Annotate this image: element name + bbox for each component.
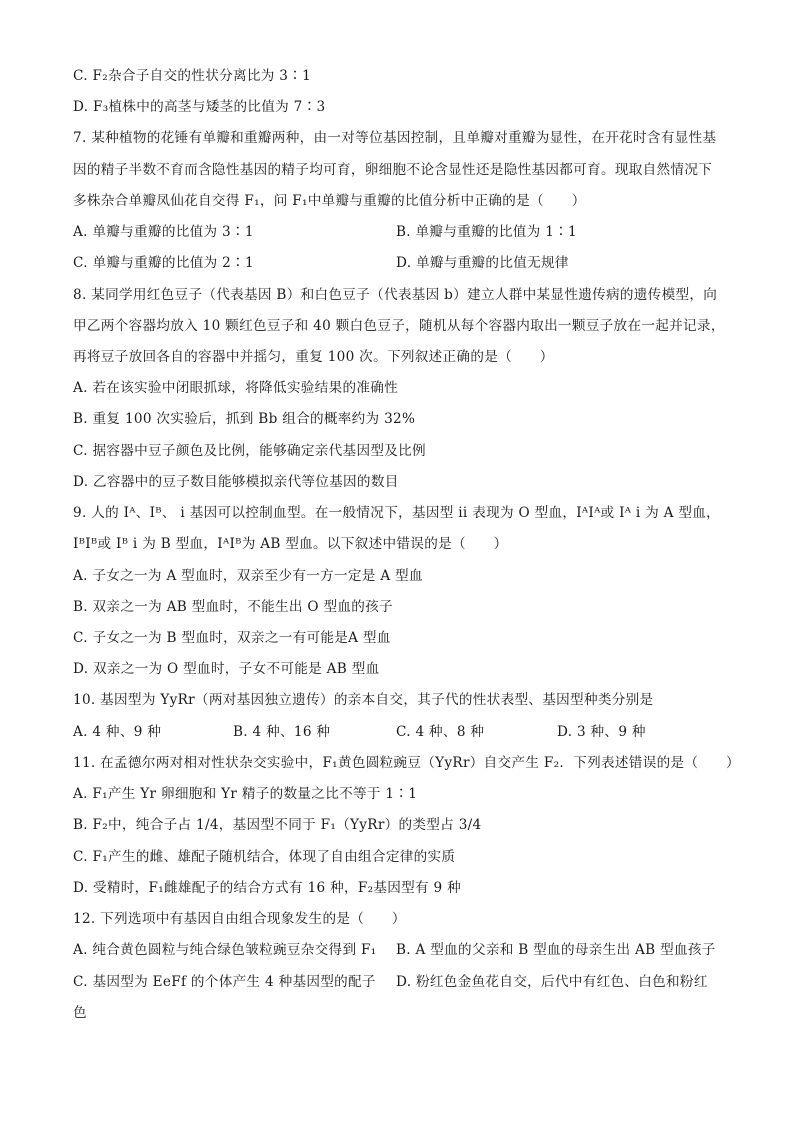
q8-option-c: C. 据容器中豆子颜色及比例，能够确定亲代基因型及比例 — [73, 443, 426, 459]
q11-option-a: A. F₁产生 Yr 卵细胞和 Yr 精子的数量之比不等于 1∶1 — [73, 786, 418, 802]
q8-option-d: D. 乙容器中的豆子数目能够模拟亲代等位基因的数目 — [73, 474, 399, 490]
q7-option-d: D. 单瓣与重瓣的比值无规律 — [396, 255, 569, 271]
q9-option-c: C. 子女之一为 B 型血时，双亲之一有可能是A 型血 — [73, 630, 391, 646]
q8-stem-line3: 再将豆子放回各自的容器中并摇匀，重复 100 次。下列叙述正确的是（ ） — [73, 349, 554, 365]
q7-option-b: B. 单瓣与重瓣的比值为 1∶1 — [396, 224, 577, 240]
q8-stem-line1: 8. 某同学用红色豆子（代表基因 B）和白色豆子（代表基因 b）建立人群中某显性遗传病的遗传模型，向 — [73, 287, 718, 303]
q8-option-b: B. 重复 100 次实验后，抓到 Bb 组合的概率约为 32% — [73, 411, 416, 427]
q11-stem: 11. 在孟德尔两对相对性状杂交实验中，F₁黄色圆粒豌豆（YyRr）自交产生 F₂．下列表述错误的是（ ） — [73, 755, 740, 771]
q12-option-b: B. A 型血的父亲和 B 型血的母亲生出 AB 型血孩子 — [396, 942, 716, 958]
prev-option-d: D. F₃植株中的高茎与矮茎的比值为 7∶3 — [73, 99, 326, 115]
q9-stem-line2: IᴮIᴮ或 Iᴮ i 为 B 型血，IᴬIᴮ为 AB 型血。以下叙述中错误的是（ ） — [73, 536, 508, 552]
q7-option-c: C. 单瓣与重瓣的比值为 2∶1 — [73, 255, 254, 271]
q11-option-d: D. 受精时，F₁雌雄配子的结合方式有 16 种，F₂基因型有 9 种 — [73, 880, 462, 896]
q10-option-a: A. 4 种、9 种 — [73, 724, 162, 740]
q12-stem: 12. 下列选项中有基因自由组合现象发生的是（ ） — [73, 911, 406, 927]
q9-stem-line1: 9. 人的 Iᴬ、Iᴮ、 i 基因可以控制血型。在一般情况下，基因型 ii 表现为 O 型血，IᴬIᴬ或 Iᴬ i 为 A 型血， — [73, 505, 721, 521]
q7-stem-line2: 因的精子半数不育而含隐性基因的精子均可育，卵细胞不论含显性还是隐性基因都可育。现取自然情况下 — [73, 162, 713, 178]
q11-option-c: C. F₁产生的雌、雄配子随机结合，体现了自由组合定律的实质 — [73, 849, 456, 865]
q10-option-d: D. 3 种、9 种 — [557, 724, 646, 740]
q8-option-a: A. 若在该实验中闭眼抓球，将降低实验结果的准确性 — [73, 380, 399, 396]
q12-option-d: D. 粉红色金鱼花自交，后代中有红色、白色和粉红 — [396, 974, 708, 990]
q12-option-a: A. 纯合黄色圆粒与纯合绿色皱粒豌豆杂交得到 F₁ — [73, 942, 377, 958]
q9-option-d: D. 双亲之一为 O 型血时，子女不可能是 AB 型血 — [73, 661, 380, 677]
q7-option-a: A. 单瓣与重瓣的比值为 3∶1 — [73, 224, 254, 240]
q11-option-b: B. F₂中，纯合子占 1/4，基因型不同于 F₁（YyRr）的类型占 3/4 — [73, 817, 482, 833]
prev-option-c: C. F₂杂合子自交的性状分离比为 3∶1 — [73, 68, 312, 84]
q12-option-d-continued: 色 — [73, 1005, 87, 1021]
q10-option-c: C. 4 种、8 种 — [396, 724, 485, 740]
q7-stem-line3: 多株杂合单瓣凤仙花自交得 F₁，问 F₁中单瓣与重瓣的比值分析中正确的是（ ） — [73, 193, 586, 209]
q8-stem-line2: 甲乙两个容器均放入 10 颗红色豆子和 40 颗白色豆子，随机从每个容器内取出一颗豆子放在一起并记录， — [73, 318, 725, 334]
q10-option-b: B. 4 种、16 种 — [233, 724, 331, 740]
q9-option-a: A. 子女之一为 A 型血时，双亲至少有一方一定是 A 型血 — [73, 568, 423, 584]
q7-stem-line1: 7. 某种植物的花锤有单瓣和重瓣两种，由一对等位基因控制，且单瓣对重瓣为显性，在开花时含有显性基 — [73, 130, 717, 146]
q12-option-c: C. 基因型为 EeFf 的个体产生 4 种基因型的配子 — [73, 974, 376, 990]
q10-stem: 10. 基因型为 YyRr（两对基因独立遗传）的亲本自交，其子代的性状表型、基因型种类分别是 — [73, 692, 654, 708]
q9-option-b: B. 双亲之一为 AB 型血时，不能生出 O 型血的孩子 — [73, 599, 393, 615]
